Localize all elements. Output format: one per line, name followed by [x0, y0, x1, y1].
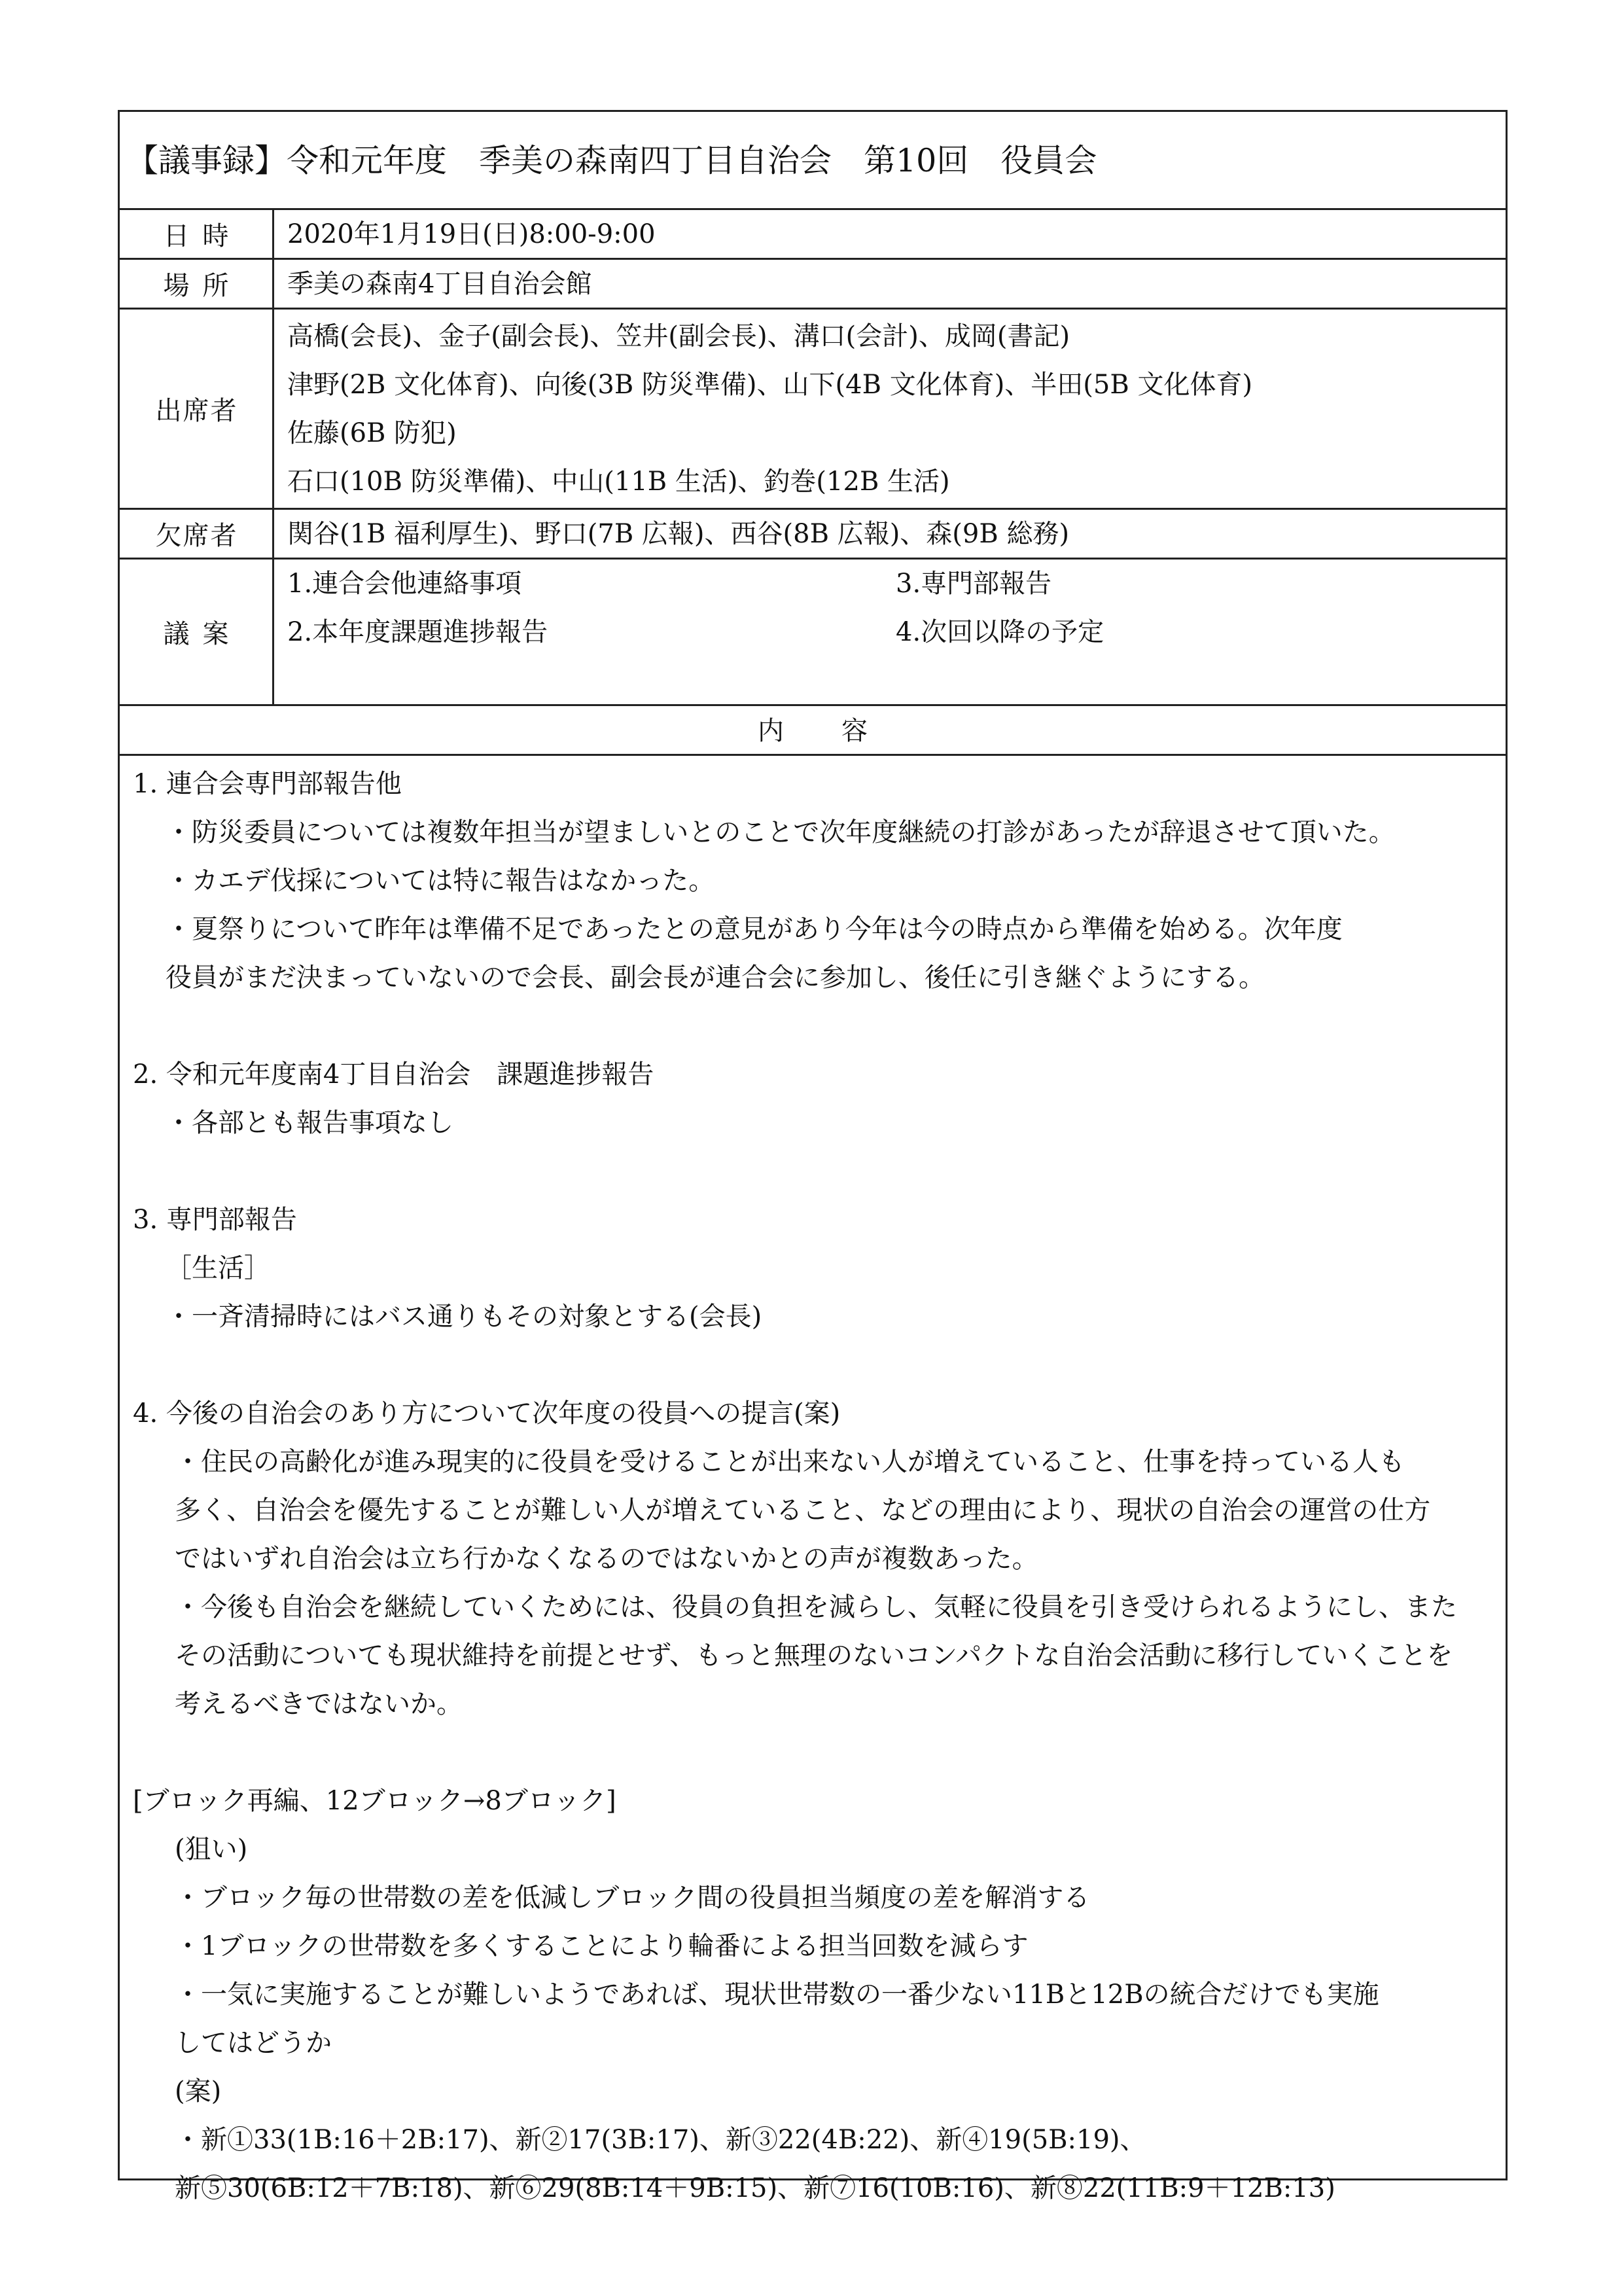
body-line: 新⑤30(6B:12＋7B:18)、新⑥29(8B:14＋9B:15)、新⑦16(10B:16)、新⑧22(11B:9＋12B:13)	[175, 2173, 1335, 2203]
body-line: ・ブロック毎の世帯数の差を低減しブロック間の役員担当頻度の差を解消する	[175, 1883, 1090, 1913]
body-line: ・一斉清掃時にはバス通りもその対象とする(会長)	[166, 1302, 762, 1332]
subsection-label: (狙い)	[175, 1834, 248, 1864]
agenda-column-left	[287, 560, 548, 656]
absentees-value: 関谷(1B 福利厚生)、野口(7B 広報)、西谷(8B 広報)、森(9B 総務)	[287, 519, 1070, 549]
attendees-line: 佐藤(6B 防犯)	[287, 418, 457, 448]
body-line: ・新①33(1B:16＋2B:17)、新②17(3B:17)、新③22(4B:22)、新④19(5B:19)、	[175, 2125, 1146, 2155]
absentees-row	[120, 510, 1506, 560]
body-line: 考えるべきではないか。	[175, 1689, 463, 1719]
body-line: ・一気に実施することが難しいようであれば、現状世帯数の一番少ない11Bと12Bの統合だけでも実施	[175, 1980, 1379, 2010]
body-line: ・住民の高齢化が進み現実的に役員を受けることが出来ない人が増えていること、仕事を持っている人も	[175, 1447, 1405, 1477]
section-heading: 2. 令和元年度南4丁目自治会 課題進捗報告	[133, 1059, 654, 1090]
agenda-item: 3.専門部報告	[896, 569, 1052, 599]
content-header: 内容	[120, 706, 1506, 756]
subsection-heading: [ブロック再編、12ブロック→8ブロック]	[133, 1786, 616, 1816]
body-line: ・防災委員については複数年担当が望ましいとのことで次年度継続の打診があったが辞退させて頂いた。	[166, 817, 1395, 847]
subsection-label: ［生活］	[166, 1253, 270, 1283]
agenda-item: 1.連合会他連絡事項	[287, 569, 522, 599]
section-heading: 4. 今後の自治会のあり方について次年度の役員への提言(案)	[133, 1398, 841, 1429]
place-value: 季美の森南4丁目自治会館	[287, 269, 592, 299]
attendees-line: 津野(2B 文化体育)、向後(3B 防災準備)、山下(4B 文化体育)、半田(5B 文化体育)	[287, 370, 1253, 400]
blank-line	[133, 1002, 1492, 1050]
subsection-label: (案)	[175, 2076, 222, 2106]
agenda-item: 2.本年度課題進捗報告	[287, 617, 548, 647]
body-line: 多く、自治会を優先することが難しい人が増えていること、などの理由により、現状の自治会の運営の仕方	[175, 1495, 1431, 1525]
body-line: その活動についても現状維持を前提とせず、もっと無理のないコンパクトな自治会活動に移行していくことを	[175, 1641, 1453, 1671]
attendees-line: 石口(10B 防災準備)、中山(11B 生活)、釣巻(12B 生活)	[287, 467, 950, 497]
agenda-label: 議案	[120, 560, 274, 704]
content-body	[133, 760, 1492, 2213]
blank-line	[133, 1341, 1492, 1389]
minutes-table	[118, 110, 1508, 2203]
body-line: ・夏祭りについて昨年は準備不足であったとの意見があり今年は今の時点から準備を始める。次年度	[166, 914, 1343, 944]
body-line: ・カエデ伐採については特に報告はなかった。	[166, 866, 715, 896]
attendees-label: 出席者	[120, 310, 274, 508]
blank-line	[133, 1147, 1492, 1196]
section-heading: 3. 専門部報告	[133, 1205, 297, 1235]
date-value: 2020年1月19日(日)8:00-9:00	[287, 219, 656, 249]
date-label: 日時	[120, 210, 274, 258]
body-line: 役員がまだ決まっていないので会長、副会長が連合会に参加し、後任に引き継ぐようにする。	[166, 963, 1265, 993]
body-line: ・各部とも報告事項なし	[166, 1108, 453, 1138]
absentees-label: 欠席者	[120, 510, 274, 558]
body-line: してはどうか	[175, 2028, 332, 2058]
blank-line	[133, 1728, 1492, 1777]
attendees-row	[120, 310, 1506, 510]
attendees-line: 高橋(会長)、金子(副会長)、笠井(副会長)、溝口(会計)、成岡(書記)	[287, 321, 1070, 351]
body-line: ・1ブロックの世帯数を多くすることにより輪番による担当回数を減らす	[175, 1931, 1029, 1961]
document-title: 【議事録】令和元年度 季美の森南四丁目自治会 第10回 役員会	[120, 112, 1506, 210]
place-row	[120, 260, 1506, 310]
place-label: 場所	[120, 260, 274, 308]
agenda-column-right	[896, 560, 1104, 656]
date-row	[120, 210, 1506, 260]
body-line: ・今後も自治会を継続していくためには、役員の負担を減らし、気軽に役員を引き受けられるようにし、また	[175, 1592, 1457, 1622]
attendees-list	[287, 312, 1492, 506]
agenda-item: 4.次回以降の予定	[896, 617, 1104, 647]
section-heading: 1. 連合会専門部報告他	[133, 769, 402, 799]
agenda-row	[120, 560, 1506, 706]
body-line: ではいずれ自治会は立ち行かなくなるのではないかとの声が複数あった。	[175, 1544, 1038, 1574]
